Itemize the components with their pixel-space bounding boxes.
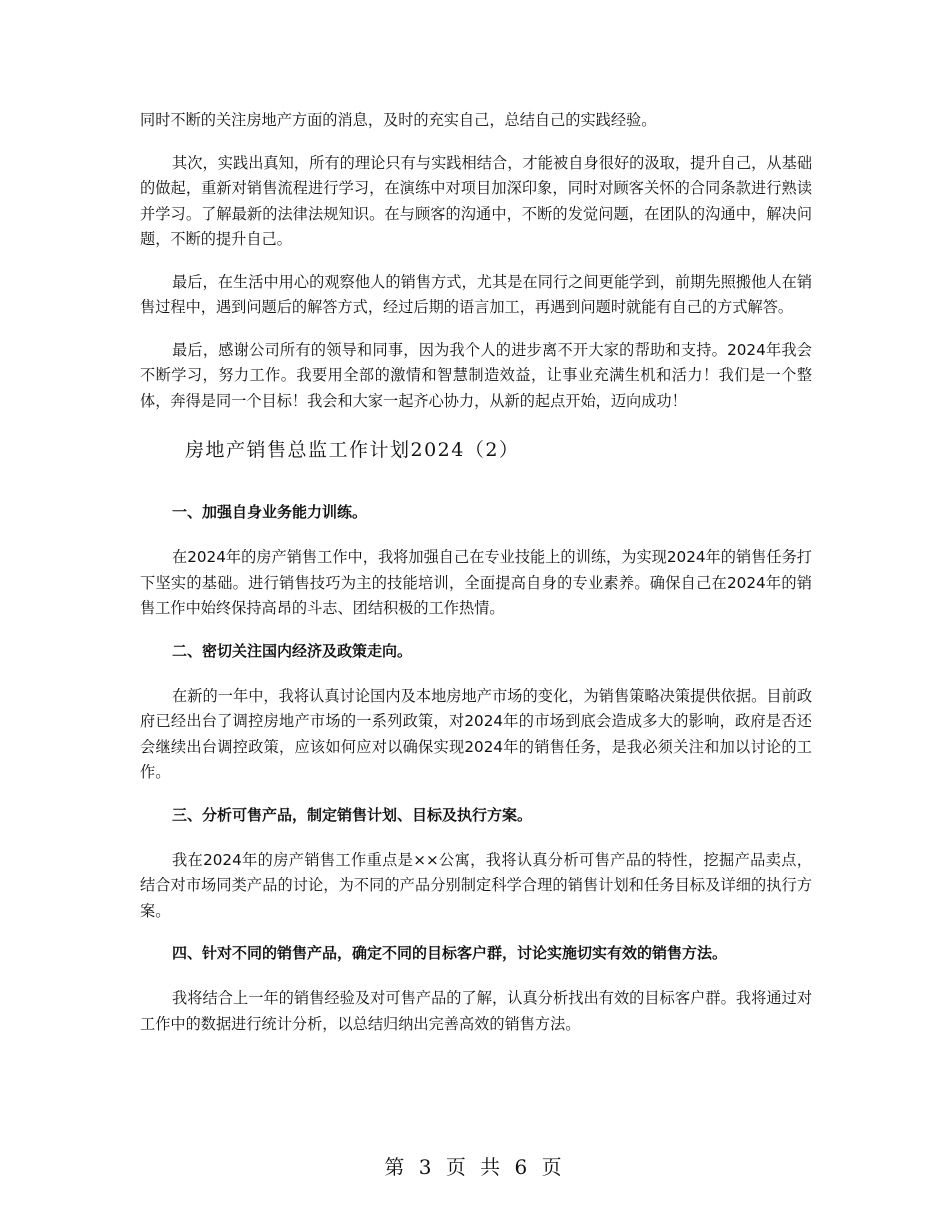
intro-paragraph-3: 最后，在生活中用心的观察他人的销售方式，尤其是在同行之间更能学到，前期先照搬他人在销售过程中，遇到问题后的解答方式，经过后期的语言加工，再遇到问题时就能有自己的方式解答。 bbox=[140, 272, 812, 316]
document-body bbox=[140, 108, 812, 1054]
intro-paragraph-1: 同时不断的关注房地产方面的消息，及时的充实自己，总结自己的实践经验。 bbox=[140, 111, 657, 129]
page-number-footer: 第 3 页 共 6 页 bbox=[384, 1155, 566, 1179]
section-heading-3: 三、分析可售产品，制定销售计划、目标及执行方案。 bbox=[172, 805, 533, 824]
intro-paragraph-4: 最后，感谢公司所有的领导和同事，因为我个人的进步离不开大家的帮助和支持。2024年我会不断学习，努力工作。我要用全部的激情和智慧制造效益，让事业充满生机和活力！我们是一个整体，奔得是同一个目标！我会和大家一起齐心协力，从新的起点开始，迈向成功！ bbox=[140, 340, 812, 410]
section-heading-4: 四、针对不同的销售产品，确定不同的目标客户群，讨论实施切实有效的销售方法。 bbox=[172, 944, 728, 962]
intro-paragraph-2: 其次，实践出真知，所有的理论只有与实践相结合，才能被自身很好的汲取，提升自己，从基础的做起，重新对销售流程进行学习，在演练中对项目加深印象，同时对顾客关怀的合同条款进行熟读并学习。了解最新的法律法规知识。在与顾客的沟通中，不断的发觉问题，在团队的沟通中，解决问题，不断的提升自己。 bbox=[140, 153, 812, 248]
section-body-1: 在2024年的房产销售工作中，我将加强自己在专业技能上的训练，为实现2024年的销售任务打下坚实的基础。进行销售技巧为主的技能培训，全面提高自身的专业素养。确保自己在2024年的销售工作中始终保持高昂的斗志、团结积极的工作热情。 bbox=[140, 548, 812, 617]
document-title: 房地产销售总监工作计划2024（2） bbox=[185, 439, 520, 461]
section-body-3: 我在2024年的房产销售工作重点是××公寓，我将认真分析可售产品的特性，挖掘产品卖点，结合对市场同类产品的讨论，为不同的产品分别制定科学合理的销售计划和任务目标及详细的执行方案。 bbox=[140, 850, 812, 920]
section-heading-2: 二、密切关注国内经济及政策走向。 bbox=[172, 641, 413, 660]
section-body-2: 在新的一年中，我将认真讨论国内及本地房地产市场的变化，为销售策略决策提供依据。目前政府已经出台了调控房地产市场的一系列政策，对2024年的市场到底会造成多大的影响，政府是否还会继续出台调控政策，应该如何应对以确保实现2024年的销售任务，是我必须关注和加以讨论的工作。 bbox=[140, 686, 812, 781]
section-body-4: 我将结合上一年的销售经验及对可售产品的了解，认真分析找出有效的目标客户群。我将通过对工作中的数据进行统计分析，以总结归纳出完善高效的销售方法。 bbox=[140, 989, 812, 1033]
section-heading-1: 一、加强自身业务能力训练。 bbox=[172, 503, 368, 521]
